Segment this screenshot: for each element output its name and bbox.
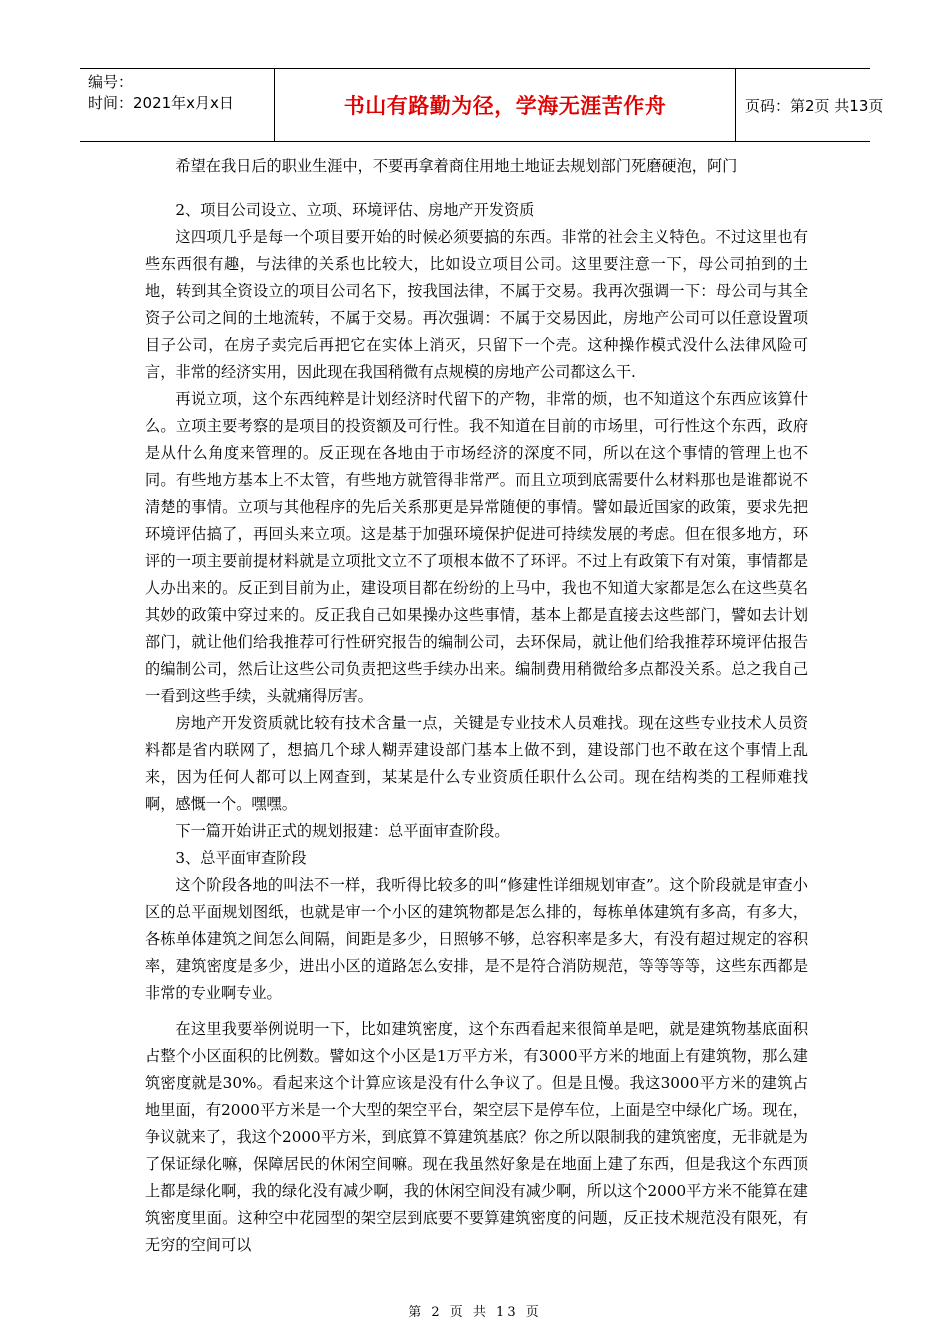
paragraph: 希望在我日后的职业生涯中，不要再拿着商住用地土地证去规划部门死磨硬泡，阿门 <box>175 157 738 175</box>
paragraph: 再说立项，这个东西纯粹是计划经济时代留下的产物，非常的烦，也不知道这个东西应该算什么。立项主要考察的是项目的投资额及可行性。我不知道在目前的市场里，可行性这个东西，政府是从什么角度来管理的。反正现在各地由于市场经济的深度不同，所以在这个事情的管理上也不同。有些地方基本上不太管，有些地方就管得非常严。而且立项到底需要什么材料那也是谁都说不清楚的事情。立项与其他程序的先后关系那更是异常随便的事情。譬如最近国家的政策，要求先把环境评估搞了，再回头来立项。这是基于加强环境保护促进可持续发展的考虑。但在很多地方，环评的一项主要前提材料就是立项批文立不了项根本做不了环评。不过上有政策下有对策，事情都是人办出来的。反正到目前为止，建设项目都在纷纷的上马中，我也不知道大家都是怎么在这些莫名其妙的政策中穿过来的。反正我自己如果操办这些事情，基本上都是直接去这些部门，譬如去计划部门，就让他们给我推荐可行性研究报告的编制公司，去环保局，就让他们给我推荐环境评估报告的编制公司，然后让这些公司负责把这些手续办出来。编制费用稍微给多点都没关系。总之我自己一看到这些手续，头就痛得厉害。 <box>145 390 808 705</box>
page-header <box>80 68 884 142</box>
header-slogan: 书山有路勤为径，学海无涯苦作舟 <box>275 69 736 141</box>
paragraph: 这四项几乎是每一个项目要开始的时候必须要搞的东西。非常的社会主义特色。不过这里也有些东西很有趣，与法律的关系也比较大，比如设立项目公司。这里要注意一下，母公司拍到的土地，转到其全资设立的项目公司名下，按我国法律，不属于交易。我再次强调一下：母公司与其全资子公司之间的土地流转，不属于交易。再次强调：不属于交易因此，房地产公司可以任意设置项目子公司，在房子卖完后再把它在实体上消灭，只留下一个壳。这种操作模式没什么法律风险可言，非常的经济实用，因此现在我国稍微有点规模的房地产公司都这么干. <box>145 228 808 381</box>
header-page-info: 页码：第2页 共13页 <box>745 96 884 115</box>
document-date: 时间：2021年x月x日 <box>88 94 234 112</box>
page-footer: 第 2 页 共 13 页 <box>408 1305 542 1320</box>
paragraph: 这个阶段各地的叫法不一样，我听得比较多的叫“修建性详细规划审查”。这个阶段就是审查小区的总平面规划图纸，也就是审一个小区的建筑物都是怎么排的，每栋单体建筑有多高，有多大，各栋单体建筑之间怎么间隔，间距是多少，日照够不够，总容积率是多大，有没有超过规定的容积率，建筑密度是多少，进出小区的道路怎么安排，是不是符合消防规范，等等等等，这些东西都是非常的专业啊专业。 <box>145 876 808 1002</box>
paragraph: 房地产开发资质就比较有技术含量一点，关键是专业技术人员难找。现在这些专业技术人员资料都是省内联网了，想搞几个球人糊弄建设部门基本上做不到，建设部门也不敢在这个事情上乱来，因为任何人都可以上网查到，某某是什么专业资质任职什么公司。现在结构类的工程师难找啊，感慨一个。嘿嘿。 <box>145 714 808 813</box>
paragraph: 在这里我要举例说明一下，比如建筑密度，这个东西看起来很简单是吧，就是建筑物基底面积占整个小区面积的比例数。譬如这个小区是1万平方米，有3000平方米的地面上有建筑物，那么建筑密度就是30%。看起来这个计算应该是没有什么争议了。但是且慢。我这3000平方米的建筑占地里面，有2000平方米是一个大型的架空平台，架空层下是停车位，上面是空中绿化广场。现在，争议就来了，我这个2000平方米，到底算不算建筑基底？你之所以限制我的建筑密度，无非就是为了保证绿化嘛，保障居民的休闲空间嘛。现在我虽然好象是在地面上建了东西，但是我这个东西顶上都是绿化啊，我的绿化没有减少啊，我的休闲空间没有减少啊，所以这个2000平方米不能算在建筑密度里面。这种空中花园型的架空层到底要不要算建筑密度的问题，反正技术规范没有限死，有无穷的空间可以 <box>145 1020 808 1254</box>
header-meta-cell <box>80 69 275 141</box>
section-heading: 2、项目公司设立、立项、环境评估、房地产开发资质 <box>175 201 535 219</box>
section-heading: 3、总平面审查阶段 <box>175 849 307 867</box>
document-body <box>145 153 808 1259</box>
paragraph: 下一篇开始讲正式的规划报建：总平面审查阶段。 <box>175 822 510 840</box>
document-number-label: 编号： <box>88 73 134 91</box>
